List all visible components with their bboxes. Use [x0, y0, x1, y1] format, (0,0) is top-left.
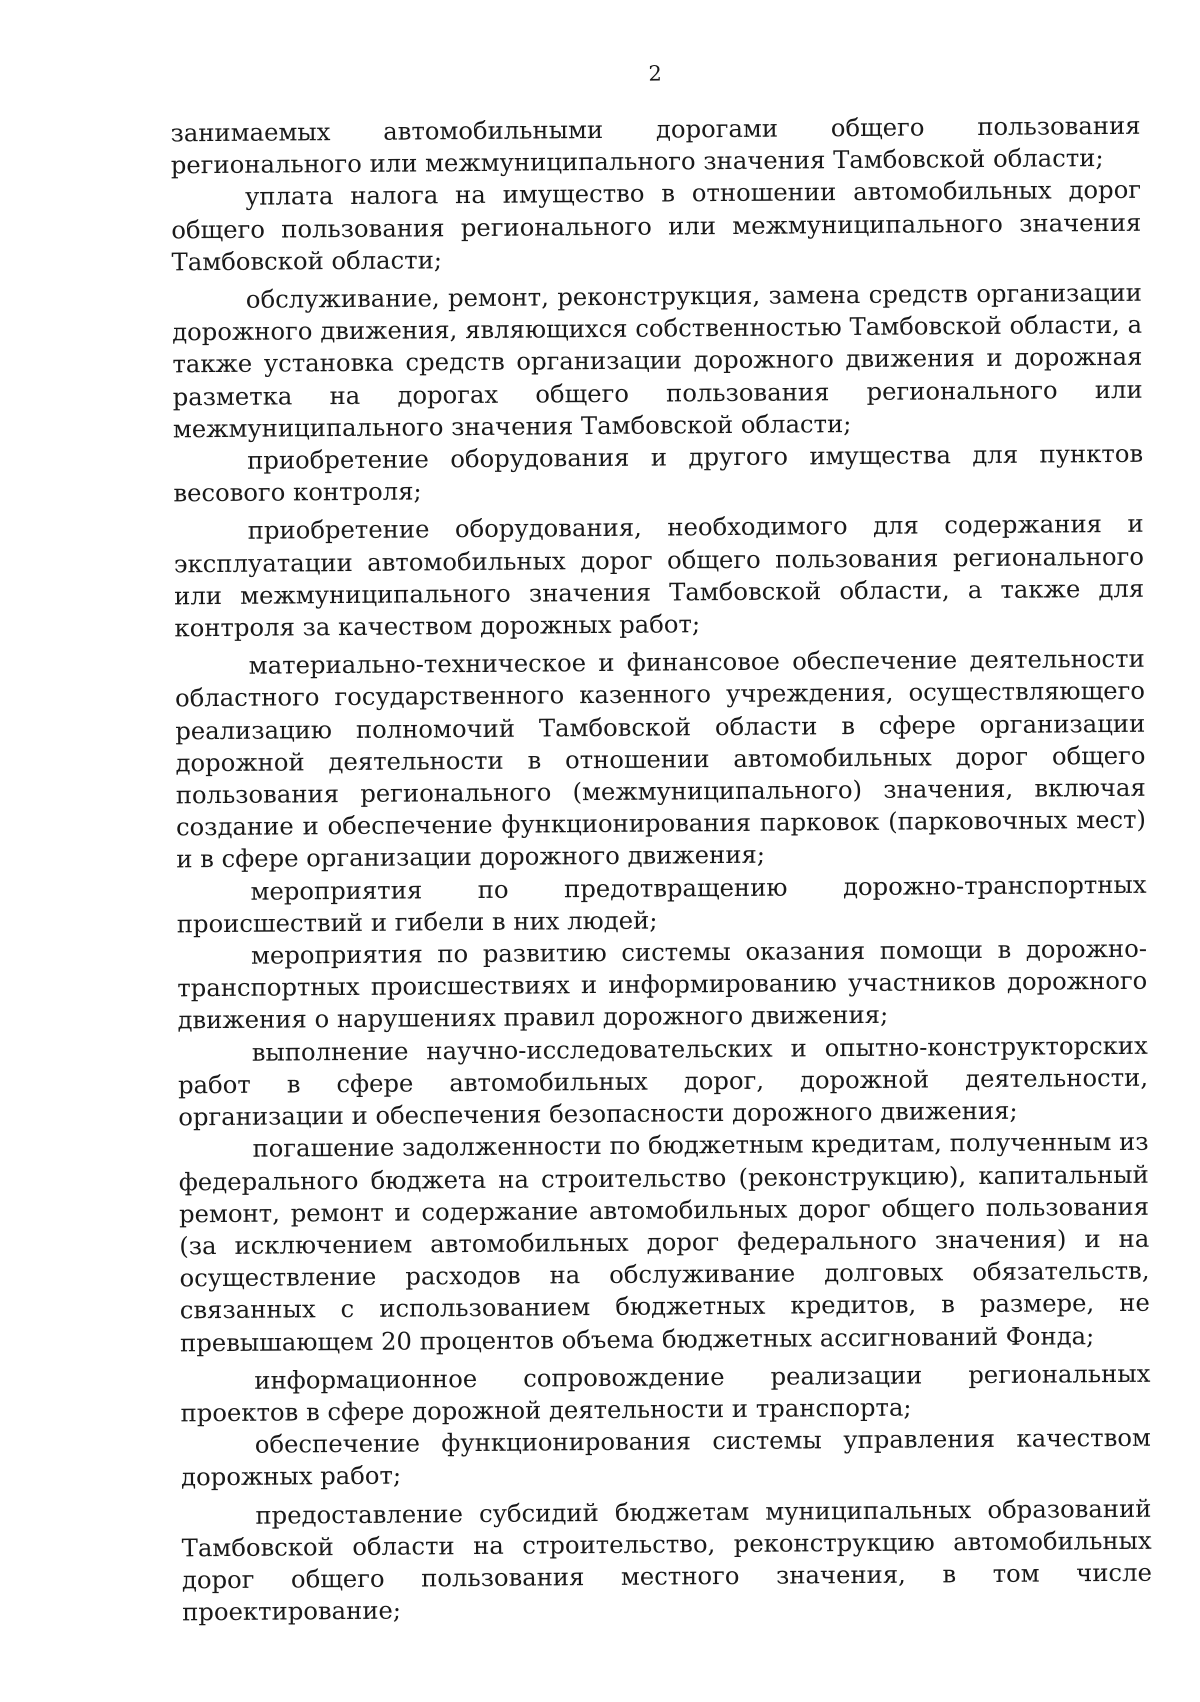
paragraph-debt-repayment: погашение задолженности по бюджетным кредитам, полученным из федерального бюджета на строительство (реконструкцию), капитальный ремонт, ремонт и содержание автомобильных дорог общего пользования (за исключением автомобильных дорог федерального значения) и на осуществление расходов на обслуживание долговых обязательств, связанных с использованием бюджетных кредитов, в размере, не превышающем 20 процентов объема бюджетных ассигнований Фонда; [178, 1127, 1150, 1357]
paragraph-research-works: выполнение научно-исследовательских и опытно-конструкторских работ в сфере автомобильных дорог, дорожной деятельности, организации и обеспечения безопасности дорожного движения; [177, 1030, 1149, 1132]
paragraph-continuation: занимаемых автомобильными дорогами общего пользования регионального или межмуниципального значения Тамбовской области; [170, 110, 1141, 180]
paragraph-institution-support: материально-техническое и финансовое обеспечение деятельности областного государственного казенного учреждения, осуществляющего реализацию полномочий Тамбовской области в сфере организации дорожной деятельности в отношении автомобильных дорог общего пользования регионального (межмуниципального) значения, включая создание и обеспечение функционирования парковок (парковочных мест) и в сфере организации дорожного движения; [174, 643, 1147, 874]
document-body [170, 110, 1152, 1629]
paragraph-maintenance-equipment: приобретение оборудования, необходимого для содержания и эксплуатации автомобильных дорог общего пользования регионального или межмуниципального значения Тамбовской области, а также для контроля за качеством дорожных работ; [173, 509, 1145, 643]
paragraph-quality-management: обеспечение функционирования системы управления качеством дорожных работ; [181, 1422, 1151, 1492]
paragraph-accident-assistance: мероприятия по развитию системы оказания помощи в дорожно-транспортных происшествиях и информированию участников дорожного движения о нарушениях правил дорожного движения; [177, 933, 1148, 1035]
paragraph-accident-prevention: мероприятия по предотвращению дорожно-транспортных происшествий и гибели в них людей; [176, 869, 1147, 939]
paragraph-traffic-control-means: обслуживание, ремонт, реконструкция, замена средств организации дорожного движения, являющихся собственностью Тамбовской области, а также установка средств организации дорожного движения и дорожная разметка на дорогах общего пользования регионального или межмуниципального значения Тамбовской области; [172, 277, 1143, 444]
page-number: 2 [648, 61, 662, 86]
paragraph-information-support: информационное сопровождение реализации региональных проектов в сфере дорожной деятельности и транспорта; [180, 1358, 1151, 1428]
paragraph-property-tax: уплата налога на имущество в отношении автомобильных дорог общего пользования регионального или межмуниципального значения Тамбовской области; [171, 175, 1142, 277]
paragraph-municipal-subsidies: предоставление субсидий бюджетам муниципальных образований Тамбовской области на строительство, реконструкцию автомобильных дорог общего пользования местного значения, в том числе проектирование; [181, 1493, 1153, 1627]
paragraph-weight-control-equipment: приобретение оборудования и другого имущества для пунктов весового контроля; [173, 438, 1144, 508]
